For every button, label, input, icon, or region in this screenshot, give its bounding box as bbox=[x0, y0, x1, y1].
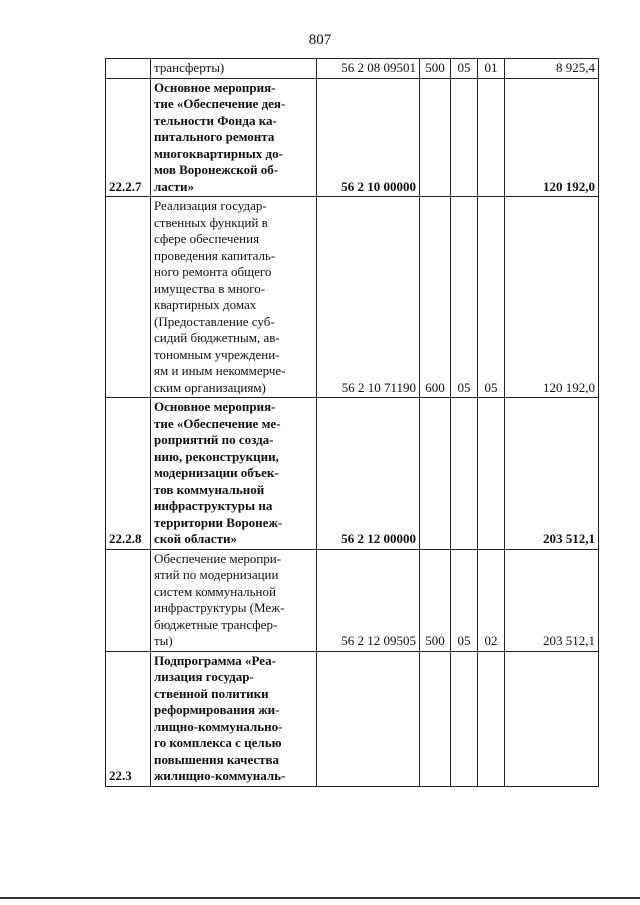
row-name bbox=[151, 549, 317, 651]
page-bottom-rule bbox=[0, 897, 640, 899]
table-row bbox=[106, 78, 599, 197]
row-number bbox=[106, 197, 151, 398]
row-name-text: Реализация государ- ственных функций в сфере обеспечения проведения капиталь- ного ремонта общего имущества в много- квартирных домах (Предоставление суб- сидий бюджетным, ав- тономным учреждени- ям и иным некоммерче- ским организациям) bbox=[154, 198, 286, 395]
row-sum: 203 512,1 bbox=[505, 549, 599, 651]
row-name-text: Подпрограмма «Реа- лизация государ- ственной политики реформирования жи- лищно-коммунально- го комплекса с целью повышения качества жилищно-коммуналь- bbox=[154, 652, 286, 783]
row-expense-type: 500 bbox=[420, 59, 451, 79]
row-subsection bbox=[478, 78, 505, 197]
table-row bbox=[106, 59, 599, 79]
row-name bbox=[151, 59, 317, 79]
row-expense-type: 500 bbox=[420, 549, 451, 651]
row-sum bbox=[505, 651, 599, 786]
row-target-article: 56 2 12 09505 bbox=[317, 549, 420, 651]
row-name-text: трансферты) bbox=[154, 60, 225, 75]
row-section: 05 bbox=[451, 549, 478, 651]
row-expense-type bbox=[420, 398, 451, 550]
row-subsection: 02 bbox=[478, 549, 505, 651]
row-target-article: 56 2 12 00000 bbox=[317, 398, 420, 550]
row-number: 22.3 bbox=[106, 651, 151, 786]
row-name bbox=[151, 78, 317, 197]
row-target-article: 56 2 10 71190 bbox=[317, 197, 420, 398]
row-number: 22.2.8 bbox=[106, 398, 151, 550]
table-row bbox=[106, 197, 599, 398]
row-expense-type bbox=[420, 78, 451, 197]
row-name-text: Обеспечение меропри- ятий по модернизации систем коммунальной инфраструктуры (Меж- бюджетные трансфер- ты) bbox=[154, 550, 285, 648]
row-section bbox=[451, 398, 478, 550]
row-section bbox=[451, 651, 478, 786]
budget-table bbox=[105, 58, 599, 787]
row-number bbox=[106, 549, 151, 651]
row-number bbox=[106, 59, 151, 79]
row-name-text: Основное мероприя- тие «Обеспечение ме- роприятий по созда- нию, реконструкции, модернизации объек- тов коммунальной инфраструктуры на территории Воронеж- ской области» bbox=[154, 399, 283, 546]
row-section bbox=[451, 78, 478, 197]
row-expense-type: 600 bbox=[420, 197, 451, 398]
table-row bbox=[106, 549, 599, 651]
row-target-article: 56 2 08 09501 bbox=[317, 59, 420, 79]
row-name-text: Основное мероприя- тие «Обеспечение дея- тельности Фонда ка- питального ремонта многоквартирных до- мов Воронежской об- ласти» bbox=[154, 79, 286, 194]
row-name bbox=[151, 398, 317, 550]
row-name bbox=[151, 651, 317, 786]
row-subsection bbox=[478, 398, 505, 550]
row-sum: 8 925,4 bbox=[505, 59, 599, 79]
row-sum: 120 192,0 bbox=[505, 197, 599, 398]
row-subsection bbox=[478, 651, 505, 786]
row-sum: 203 512,1 bbox=[505, 398, 599, 550]
row-section: 05 bbox=[451, 197, 478, 398]
row-name bbox=[151, 197, 317, 398]
row-sum: 120 192,0 bbox=[505, 78, 599, 197]
row-number: 22.2.7 bbox=[106, 78, 151, 197]
row-subsection: 01 bbox=[478, 59, 505, 79]
row-target-article bbox=[317, 651, 420, 786]
table-row bbox=[106, 651, 599, 786]
row-expense-type bbox=[420, 651, 451, 786]
budget-table-body bbox=[106, 59, 599, 787]
row-section: 05 bbox=[451, 59, 478, 79]
page-number: 807 bbox=[308, 32, 332, 48]
table-row bbox=[106, 398, 599, 550]
row-target-article: 56 2 10 00000 bbox=[317, 78, 420, 197]
row-subsection: 05 bbox=[478, 197, 505, 398]
